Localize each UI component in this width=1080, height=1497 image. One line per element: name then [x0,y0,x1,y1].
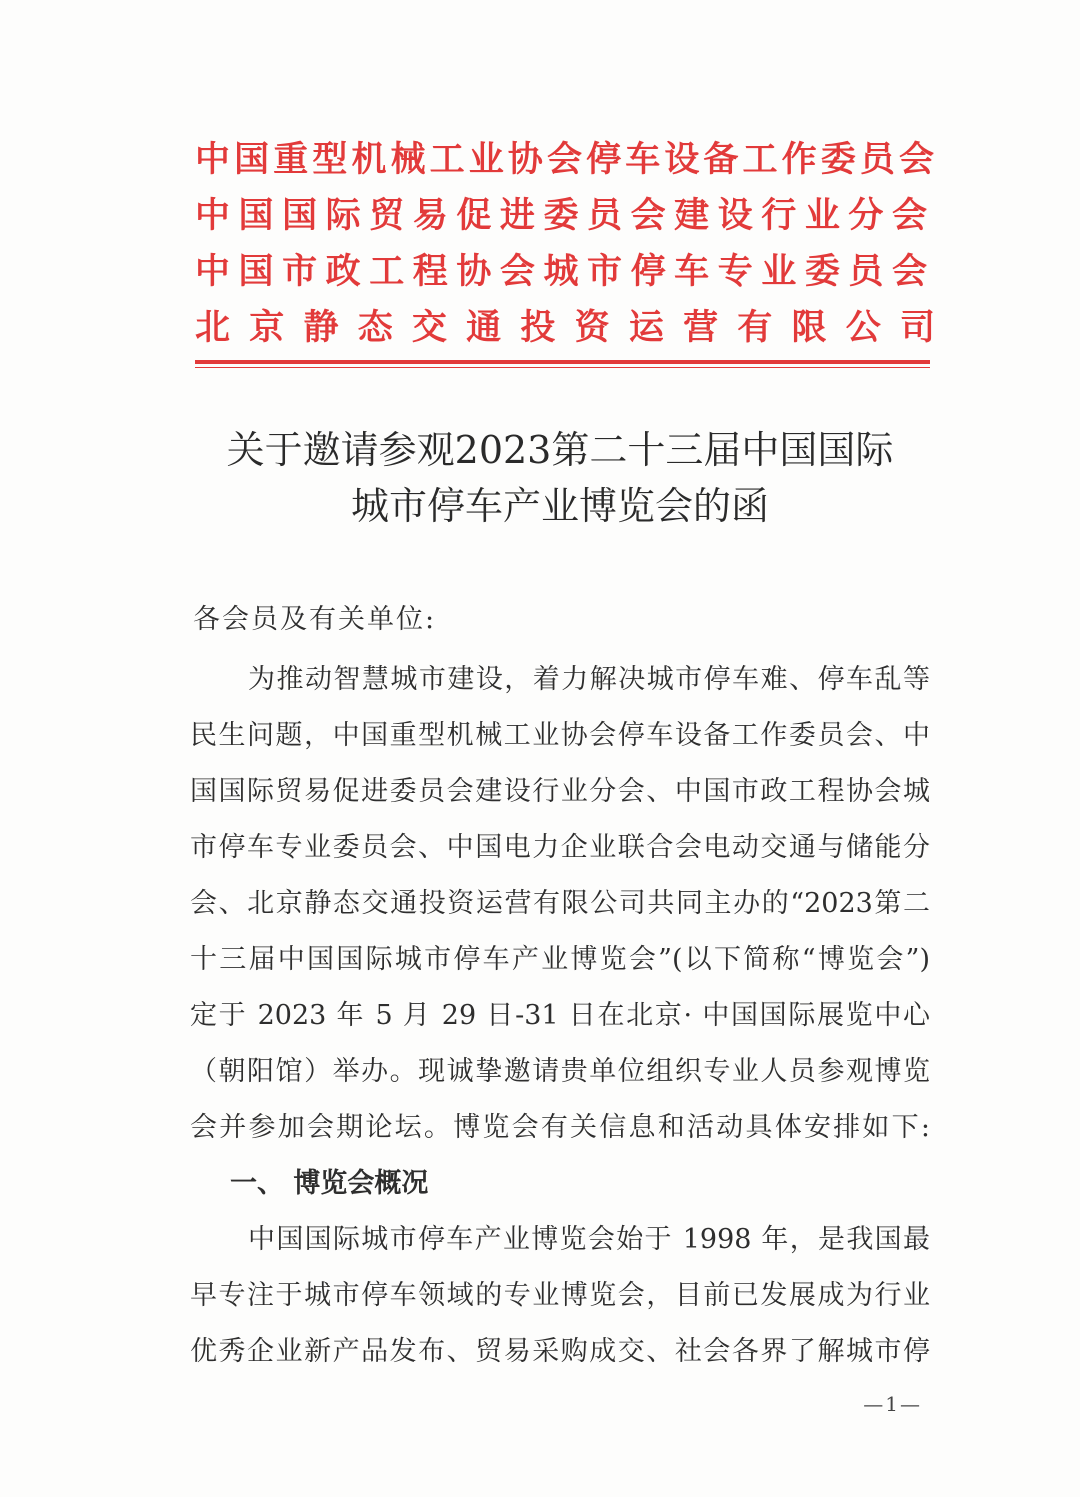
title-line-1: 关于邀请参观2023第二十三届中国国际 [226,428,894,472]
body-line: 中国国际城市停车产业博览会始于 1998 年，是我国最 [248,1224,930,1255]
body-line: （朝阳馆）举办。现诚挚邀请贵单位组织专业人员参观博览 [190,1056,930,1087]
issuer-line: 北京静态交通投资运营有限公司 [195,307,935,348]
issuer-line: 中国重型机械工业协会停车设备工作委员会 [195,139,935,180]
document-title [140,422,980,534]
header-divider-thin [195,367,930,368]
header-divider-thick [195,360,930,364]
body-line: 市停车专业委员会、中国电力企业联合会电动交通与储能分 [190,832,930,863]
body-line: 定于 2023 年 5 月 29 日-31 日在北京· 中国国际展览中心 [190,1000,930,1031]
issuer-line: 中国市政工程协会城市停车专业委员会 [195,251,935,292]
body-line: 十三届中国国际城市停车产业博览会”(以下简称“博览会”) [190,944,930,975]
body-line: 为推动智慧城市建设，着力解决城市停车难、停车乱等 [248,664,930,695]
section-heading: 一、 博览会概况 [230,1168,429,1199]
body-line: 会、北京静态交通投资运营有限公司共同主办的“2023第二 [190,888,930,919]
body-text [190,652,930,1380]
body-line: 会并参加会期论坛。博览会有关信息和活动具体安排如下: [190,1112,930,1143]
body-line: 优秀企业新产品发布、贸易采购成交、社会各界了解城市停 [190,1336,930,1367]
page-number: —1— [863,1392,922,1416]
issuer-line: 中国国际贸易促进委员会建设行业分会 [195,195,935,236]
body-line: 国国际贸易促进委员会建设行业分会、中国市政工程协会城 [190,776,930,807]
body-line: 早专注于城市停车领域的专业博览会，目前已发展成为行业 [190,1280,930,1311]
issuer-header [195,132,935,356]
body-line: 民生问题，中国重型机械工业协会停车设备工作委员会、中 [190,720,930,751]
salutation: 各会员及有关单位: [193,604,437,635]
title-line-2: 城市停车产业博览会的函 [350,484,769,528]
